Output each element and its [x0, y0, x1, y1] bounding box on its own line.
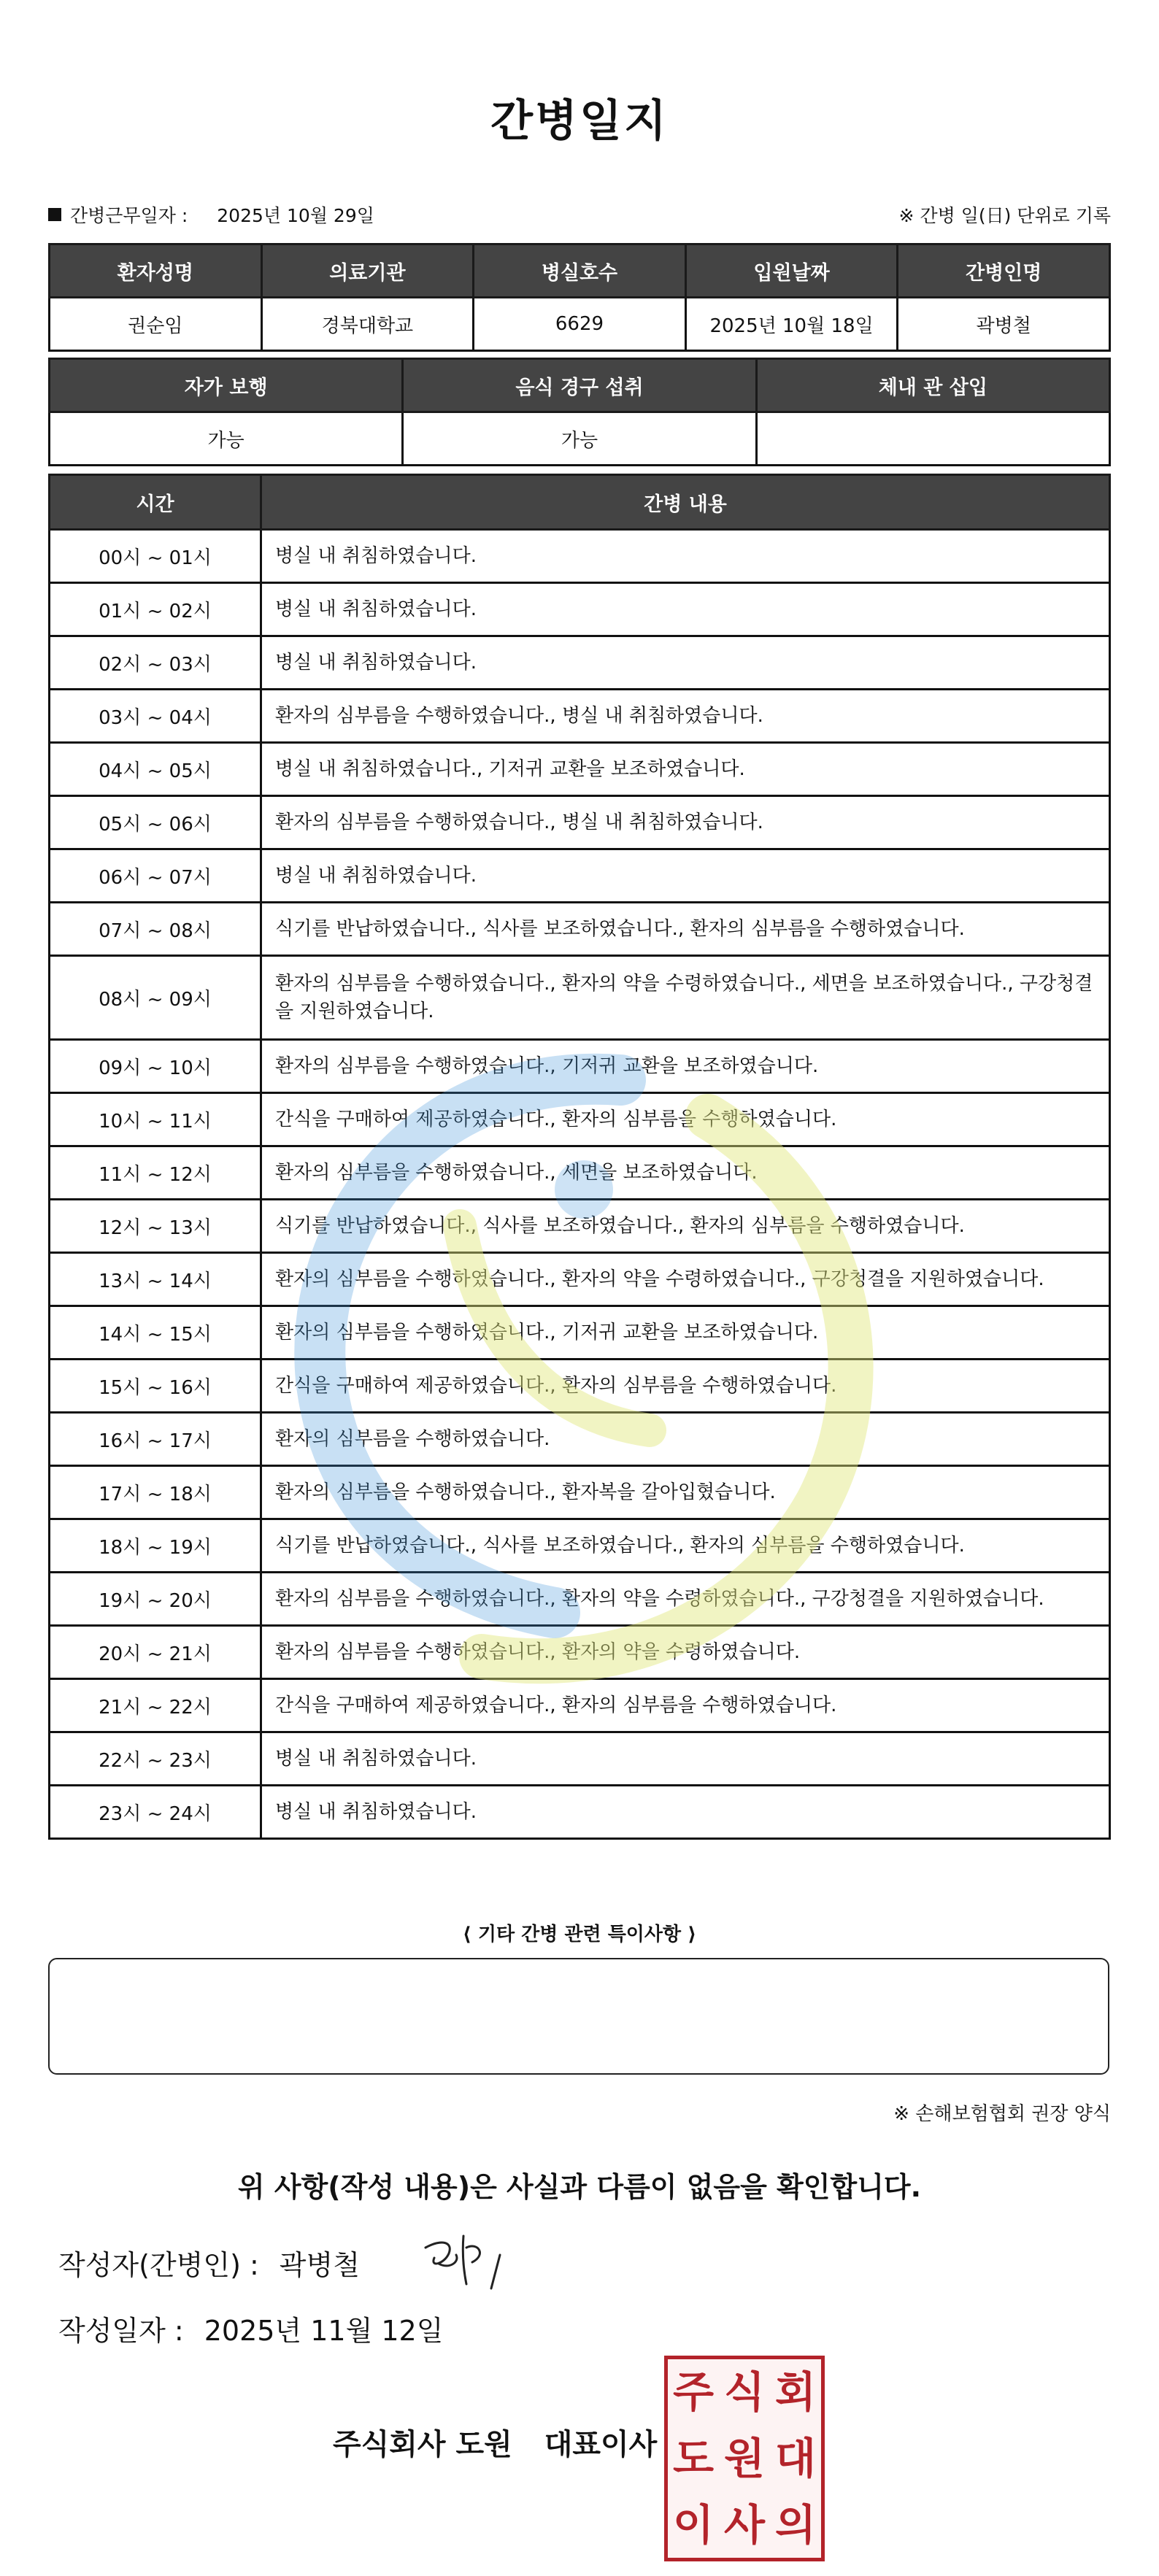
table-row — [50, 849, 1110, 903]
log-content: 환자의 심부름을 수행하였습니다., 기저귀 교환을 보조하였습니다. — [261, 1040, 1110, 1093]
log-time: 20시 ~ 21시 — [50, 1626, 261, 1679]
log-content: 병실 내 취침하였습니다. — [261, 1732, 1110, 1786]
header-self-walking: 자가 보행 — [50, 359, 403, 412]
header-caregiver-name: 간병인명 — [898, 244, 1110, 298]
table-row — [50, 956, 1110, 1040]
log-time: 02시 ~ 03시 — [50, 636, 261, 690]
log-content: 환자의 심부름을 수행하였습니다., 기저귀 교환을 보조하였습니다. — [261, 1306, 1110, 1360]
log-time: 05시 ~ 06시 — [50, 796, 261, 849]
company-seal-stamp — [664, 2356, 825, 2561]
oral-intake-value: 가능 — [403, 412, 756, 466]
log-content: 환자의 심부름을 수행하였습니다., 환자의 약을 수령하였습니다. — [261, 1626, 1110, 1679]
table-row — [50, 743, 1110, 796]
form-recommendation-note: ※ 손해보험협회 권장 양식 — [893, 2103, 1111, 2125]
writer-line — [58, 2243, 360, 2283]
handwritten-signature — [420, 2226, 515, 2291]
header-oral-intake: 음식 경구 섭취 — [403, 359, 756, 412]
record-unit-note: ※ 간병 일(日) 단위로 기록 — [898, 205, 1111, 226]
header-time: 시간 — [50, 475, 261, 530]
table-row — [50, 1519, 1110, 1573]
log-content: 환자의 심부름을 수행하였습니다., 환자의 약을 수령하였습니다., 구강청결을 지원하였습니다. — [261, 1573, 1110, 1626]
log-time: 13시 ~ 14시 — [50, 1253, 261, 1306]
table-row — [50, 1626, 1110, 1679]
log-content: 병실 내 취침하였습니다. — [261, 849, 1110, 903]
square-bullet-icon — [48, 208, 61, 221]
log-time: 12시 ~ 13시 — [50, 1200, 261, 1253]
table-row — [50, 1732, 1110, 1786]
work-date-line — [48, 201, 374, 228]
log-content: 환자의 심부름을 수행하였습니다., 세면을 보조하였습니다. — [261, 1146, 1110, 1200]
seal-char: 의 — [774, 2499, 817, 2550]
tube-insertion-value — [756, 412, 1109, 466]
patient-info-table — [48, 243, 1111, 352]
log-content: 식기를 반납하였습니다., 식사를 보조하였습니다., 환자의 심부름을 수행하였습니다. — [261, 903, 1110, 956]
log-content: 병실 내 취침하였습니다. — [261, 1786, 1110, 1839]
seal-char: 회 — [774, 2367, 817, 2418]
log-time: 09시 ~ 10시 — [50, 1040, 261, 1093]
table-row — [50, 1093, 1110, 1146]
log-time: 14시 ~ 15시 — [50, 1306, 261, 1360]
table-row — [50, 1466, 1110, 1519]
log-content: 환자의 심부름을 수행하였습니다., 환자의 약을 수령하였습니다., 구강청결을 지원하였습니다. — [261, 1253, 1110, 1306]
seal-char: 주 — [672, 2367, 715, 2418]
seal-char: 사 — [723, 2499, 766, 2550]
table-row — [50, 1360, 1110, 1413]
table-row — [50, 1306, 1110, 1360]
table-row — [50, 1786, 1110, 1839]
header-care-content: 간병 내용 — [261, 475, 1110, 530]
header-admission-date: 입원날짜 — [685, 244, 898, 298]
write-date-value: 2025년 11월 12일 — [204, 2315, 444, 2347]
patient-name: 권순임 — [50, 298, 262, 351]
notes-title: ⟨ 기타 간병 관련 특이사항 ⟩ — [462, 1924, 697, 1946]
log-content: 환자의 심부름을 수행하였습니다., 병실 내 취침하였습니다. — [261, 690, 1110, 743]
table-row — [50, 1413, 1110, 1466]
page-title: 간병일지 — [490, 96, 669, 147]
table-row — [50, 690, 1110, 743]
ceo-title: 대표이사 — [544, 2428, 658, 2461]
log-time: 06시 ~ 07시 — [50, 849, 261, 903]
header-hospital: 의료기관 — [261, 244, 474, 298]
table-row — [50, 1146, 1110, 1200]
log-content: 병실 내 취침하였습니다., 기저귀 교환을 보조하였습니다. — [261, 743, 1110, 796]
log-content: 간식을 구매하여 제공하였습니다., 환자의 심부름을 수행하였습니다. — [261, 1360, 1110, 1413]
log-content: 병실 내 취침하였습니다. — [261, 530, 1110, 583]
write-date-line — [58, 2308, 443, 2348]
log-time: 22시 ~ 23시 — [50, 1732, 261, 1786]
company-name: 주식회사 도원 — [333, 2428, 512, 2461]
log-time: 16시 ~ 17시 — [50, 1413, 261, 1466]
special-notes-box — [48, 1958, 1109, 2075]
work-date-label: 간병근무일자 : — [70, 205, 188, 226]
log-time: 17시 ~ 18시 — [50, 1466, 261, 1519]
self-walking-value: 가능 — [50, 412, 403, 466]
table-row — [50, 796, 1110, 849]
table-row — [50, 583, 1110, 636]
hospital-name: 경북대학교 — [261, 298, 474, 351]
writer-label: 작성자(간병인) : — [58, 2249, 259, 2281]
seal-char: 도 — [672, 2433, 715, 2483]
table-row — [50, 903, 1110, 956]
log-content: 식기를 반납하였습니다., 식사를 보조하였습니다., 환자의 심부름을 수행하였습니다. — [261, 1200, 1110, 1253]
seal-char: 원 — [723, 2433, 766, 2483]
log-content: 병실 내 취침하였습니다. — [261, 583, 1110, 636]
log-time: 10시 ~ 11시 — [50, 1093, 261, 1146]
patient-status-table — [48, 358, 1111, 466]
log-time: 21시 ~ 22시 — [50, 1679, 261, 1732]
log-time: 01시 ~ 02시 — [50, 583, 261, 636]
log-time: 03시 ~ 04시 — [50, 690, 261, 743]
log-time: 00시 ~ 01시 — [50, 530, 261, 583]
care-log-table — [48, 474, 1111, 1840]
log-time: 11시 ~ 12시 — [50, 1146, 261, 1200]
log-content: 간식을 구매하여 제공하였습니다., 환자의 심부름을 수행하였습니다. — [261, 1679, 1110, 1732]
work-date-value: 2025년 10월 29일 — [217, 205, 374, 226]
caregiver-name: 곽병철 — [898, 298, 1110, 351]
confirmation-statement: 위 사항(작성 내용)은 사실과 다름이 없음을 확인합니다. — [237, 2171, 922, 2203]
table-row — [50, 1573, 1110, 1626]
seal-char: 이 — [672, 2499, 715, 2550]
table-row — [50, 1040, 1110, 1093]
log-time: 18시 ~ 19시 — [50, 1519, 261, 1573]
log-content: 환자의 심부름을 수행하였습니다., 환자의 약을 수령하였습니다., 세면을 보조하였습니다., 구강청결을 지원하였습니다. — [261, 956, 1110, 1040]
header-room-number: 병실호수 — [474, 244, 686, 298]
log-time: 07시 ~ 08시 — [50, 903, 261, 956]
admission-date: 2025년 10월 18일 — [685, 298, 898, 351]
table-row — [50, 1679, 1110, 1732]
header-tube-insertion: 체내 관 삽입 — [756, 359, 1109, 412]
log-time: 15시 ~ 16시 — [50, 1360, 261, 1413]
room-number: 6629 — [474, 298, 686, 351]
log-content: 식기를 반납하였습니다., 식사를 보조하였습니다., 환자의 심부름을 수행하였습니다. — [261, 1519, 1110, 1573]
header-patient-name: 환자성명 — [50, 244, 262, 298]
seal-char: 식 — [723, 2367, 766, 2418]
log-content: 간식을 구매하여 제공하였습니다., 환자의 심부름을 수행하였습니다. — [261, 1093, 1110, 1146]
write-date-label: 작성일자 : — [58, 2315, 184, 2347]
table-row — [50, 1253, 1110, 1306]
log-time: 19시 ~ 20시 — [50, 1573, 261, 1626]
writer-name: 곽병철 — [279, 2249, 360, 2281]
log-time: 04시 ~ 05시 — [50, 743, 261, 796]
table-row — [50, 530, 1110, 583]
log-content: 병실 내 취침하였습니다. — [261, 636, 1110, 690]
company-line — [333, 2421, 657, 2463]
log-content: 환자의 심부름을 수행하였습니다., 병실 내 취침하였습니다. — [261, 796, 1110, 849]
seal-char: 대 — [774, 2433, 817, 2483]
log-content: 환자의 심부름을 수행하였습니다. — [261, 1413, 1110, 1466]
log-content: 환자의 심부름을 수행하였습니다., 환자복을 갈아입혔습니다. — [261, 1466, 1110, 1519]
table-row — [50, 1200, 1110, 1253]
table-row — [50, 636, 1110, 690]
log-time: 08시 ~ 09시 — [50, 956, 261, 1040]
log-time: 23시 ~ 24시 — [50, 1786, 261, 1839]
